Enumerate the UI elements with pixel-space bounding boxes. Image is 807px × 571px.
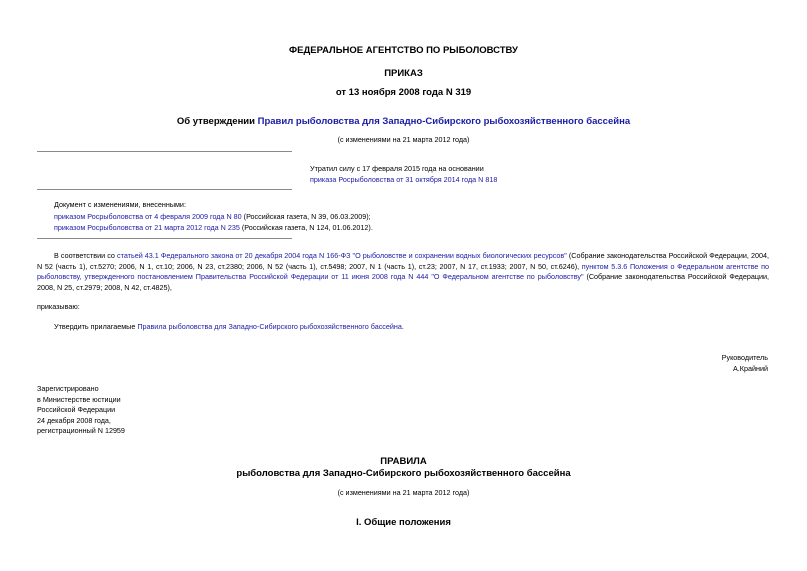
rules-title: ПРАВИЛА bbox=[380, 456, 427, 467]
registration-line: Российской Федерации bbox=[37, 405, 116, 414]
approve-text: Утвердить прилагаемые bbox=[54, 322, 138, 331]
amendment-link[interactable]: приказом Росрыболовства от 21 марта 2012 года N 235 bbox=[54, 223, 240, 232]
approve-paragraph bbox=[54, 322, 754, 333]
preamble-paragraph bbox=[37, 251, 769, 293]
agency-name: ФЕДЕРАЛЬНОЕ АГЕНТСТВО ПО РЫБОЛОВСТВУ bbox=[289, 45, 518, 56]
title-prefix: Об утверждении bbox=[176, 116, 258, 127]
invalid-notice bbox=[310, 164, 610, 185]
preamble-regulation-link[interactable]: пунктом 5.3.6 Положения о Федеральном агентстве по рыболовству, утвержденного постановлением Правительства Российской Федерации от 11 июня 2008 года N 444 "О Федеральном агентстве по рыболовству" bbox=[37, 261, 769, 281]
registration-line: регистрационный N 12959 bbox=[37, 426, 125, 435]
registration-block bbox=[37, 384, 287, 437]
doc-date-number: от 13 ноября 2008 года N 319 bbox=[335, 87, 472, 98]
signature-name: А.Крайний bbox=[733, 363, 768, 373]
divider bbox=[37, 238, 292, 239]
divider bbox=[37, 151, 292, 152]
amendment-link[interactable]: приказом Росрыболовства от 4 февраля 2009 года N 80 bbox=[54, 211, 242, 221]
amendment-item bbox=[54, 223, 554, 234]
registration-line: 24 декабря 2008 года, bbox=[37, 415, 111, 425]
title-link[interactable]: Правил рыболовства для Западно-Сибирского рыбохозяйственного бассейна bbox=[257, 116, 631, 127]
preamble-text: (Собрание законодательства Российской Федерации, 2004, N 52 (часть 1), ст.5270; 2006, N 1, ст.10; 2006, N 23, ст.2380; 2006, N 52 (часть 1), ст.5498; 2007, N 1 (часть 1), ст.23; 2007, N 17, ст.1933; 2007, N 50, ст.6246), bbox=[37, 251, 769, 271]
amendment-item bbox=[54, 212, 554, 223]
amendment-source: (Российская газета, N 39, 06.03.2009); bbox=[241, 211, 371, 221]
doc-type: ПРИКАЗ bbox=[384, 68, 423, 79]
divider bbox=[37, 189, 292, 190]
registration-line: Зарегистрировано bbox=[37, 384, 99, 393]
section-heading: I. Общие положения bbox=[356, 517, 451, 528]
amendment-source: (Российская газета, N 124, 01.06.2012). bbox=[239, 223, 373, 232]
preamble-text: (Собрание законодательства Российской Федерации, 2008, N 25, ст.2979; 2008, N 42, ст.4825), bbox=[37, 272, 769, 292]
rules-subtitle: рыболовства для Западно-Сибирского рыбохозяйственного бассейна bbox=[236, 468, 571, 479]
amendments-block bbox=[54, 200, 554, 234]
registration-line: в Министерстве юстиции bbox=[37, 394, 121, 404]
invalid-notice-text: Утратил силу с 17 февраля 2015 года на основании bbox=[310, 164, 484, 173]
invalid-notice-link[interactable]: приказа Росрыболовства от 31 октября 2014 года N 818 bbox=[310, 174, 498, 184]
approve-rules-link[interactable]: Правила рыболовства для Западно-Сибирского рыбохозяйственного бассейна bbox=[137, 322, 402, 331]
preamble-law-link[interactable]: статьей 43.1 Федерального закона от 20 декабря 2004 года N 166-ФЗ "О рыболовстве и сохранении водных биологических ресурсов" bbox=[117, 251, 567, 260]
order-word: приказываю: bbox=[37, 302, 80, 311]
signature-role: Руководитель bbox=[721, 353, 768, 362]
preamble-text: В соответствии со bbox=[54, 251, 118, 260]
amendments-intro: Документ с изменениями, внесенными: bbox=[54, 200, 186, 209]
approve-end: . bbox=[401, 322, 404, 331]
rules-changes-note: (с изменениями на 21 марта 2012 года) bbox=[337, 488, 470, 497]
signature-block bbox=[600, 353, 768, 374]
changes-note: (с изменениями на 21 марта 2012 года) bbox=[337, 135, 470, 144]
doc-title bbox=[0, 116, 807, 127]
